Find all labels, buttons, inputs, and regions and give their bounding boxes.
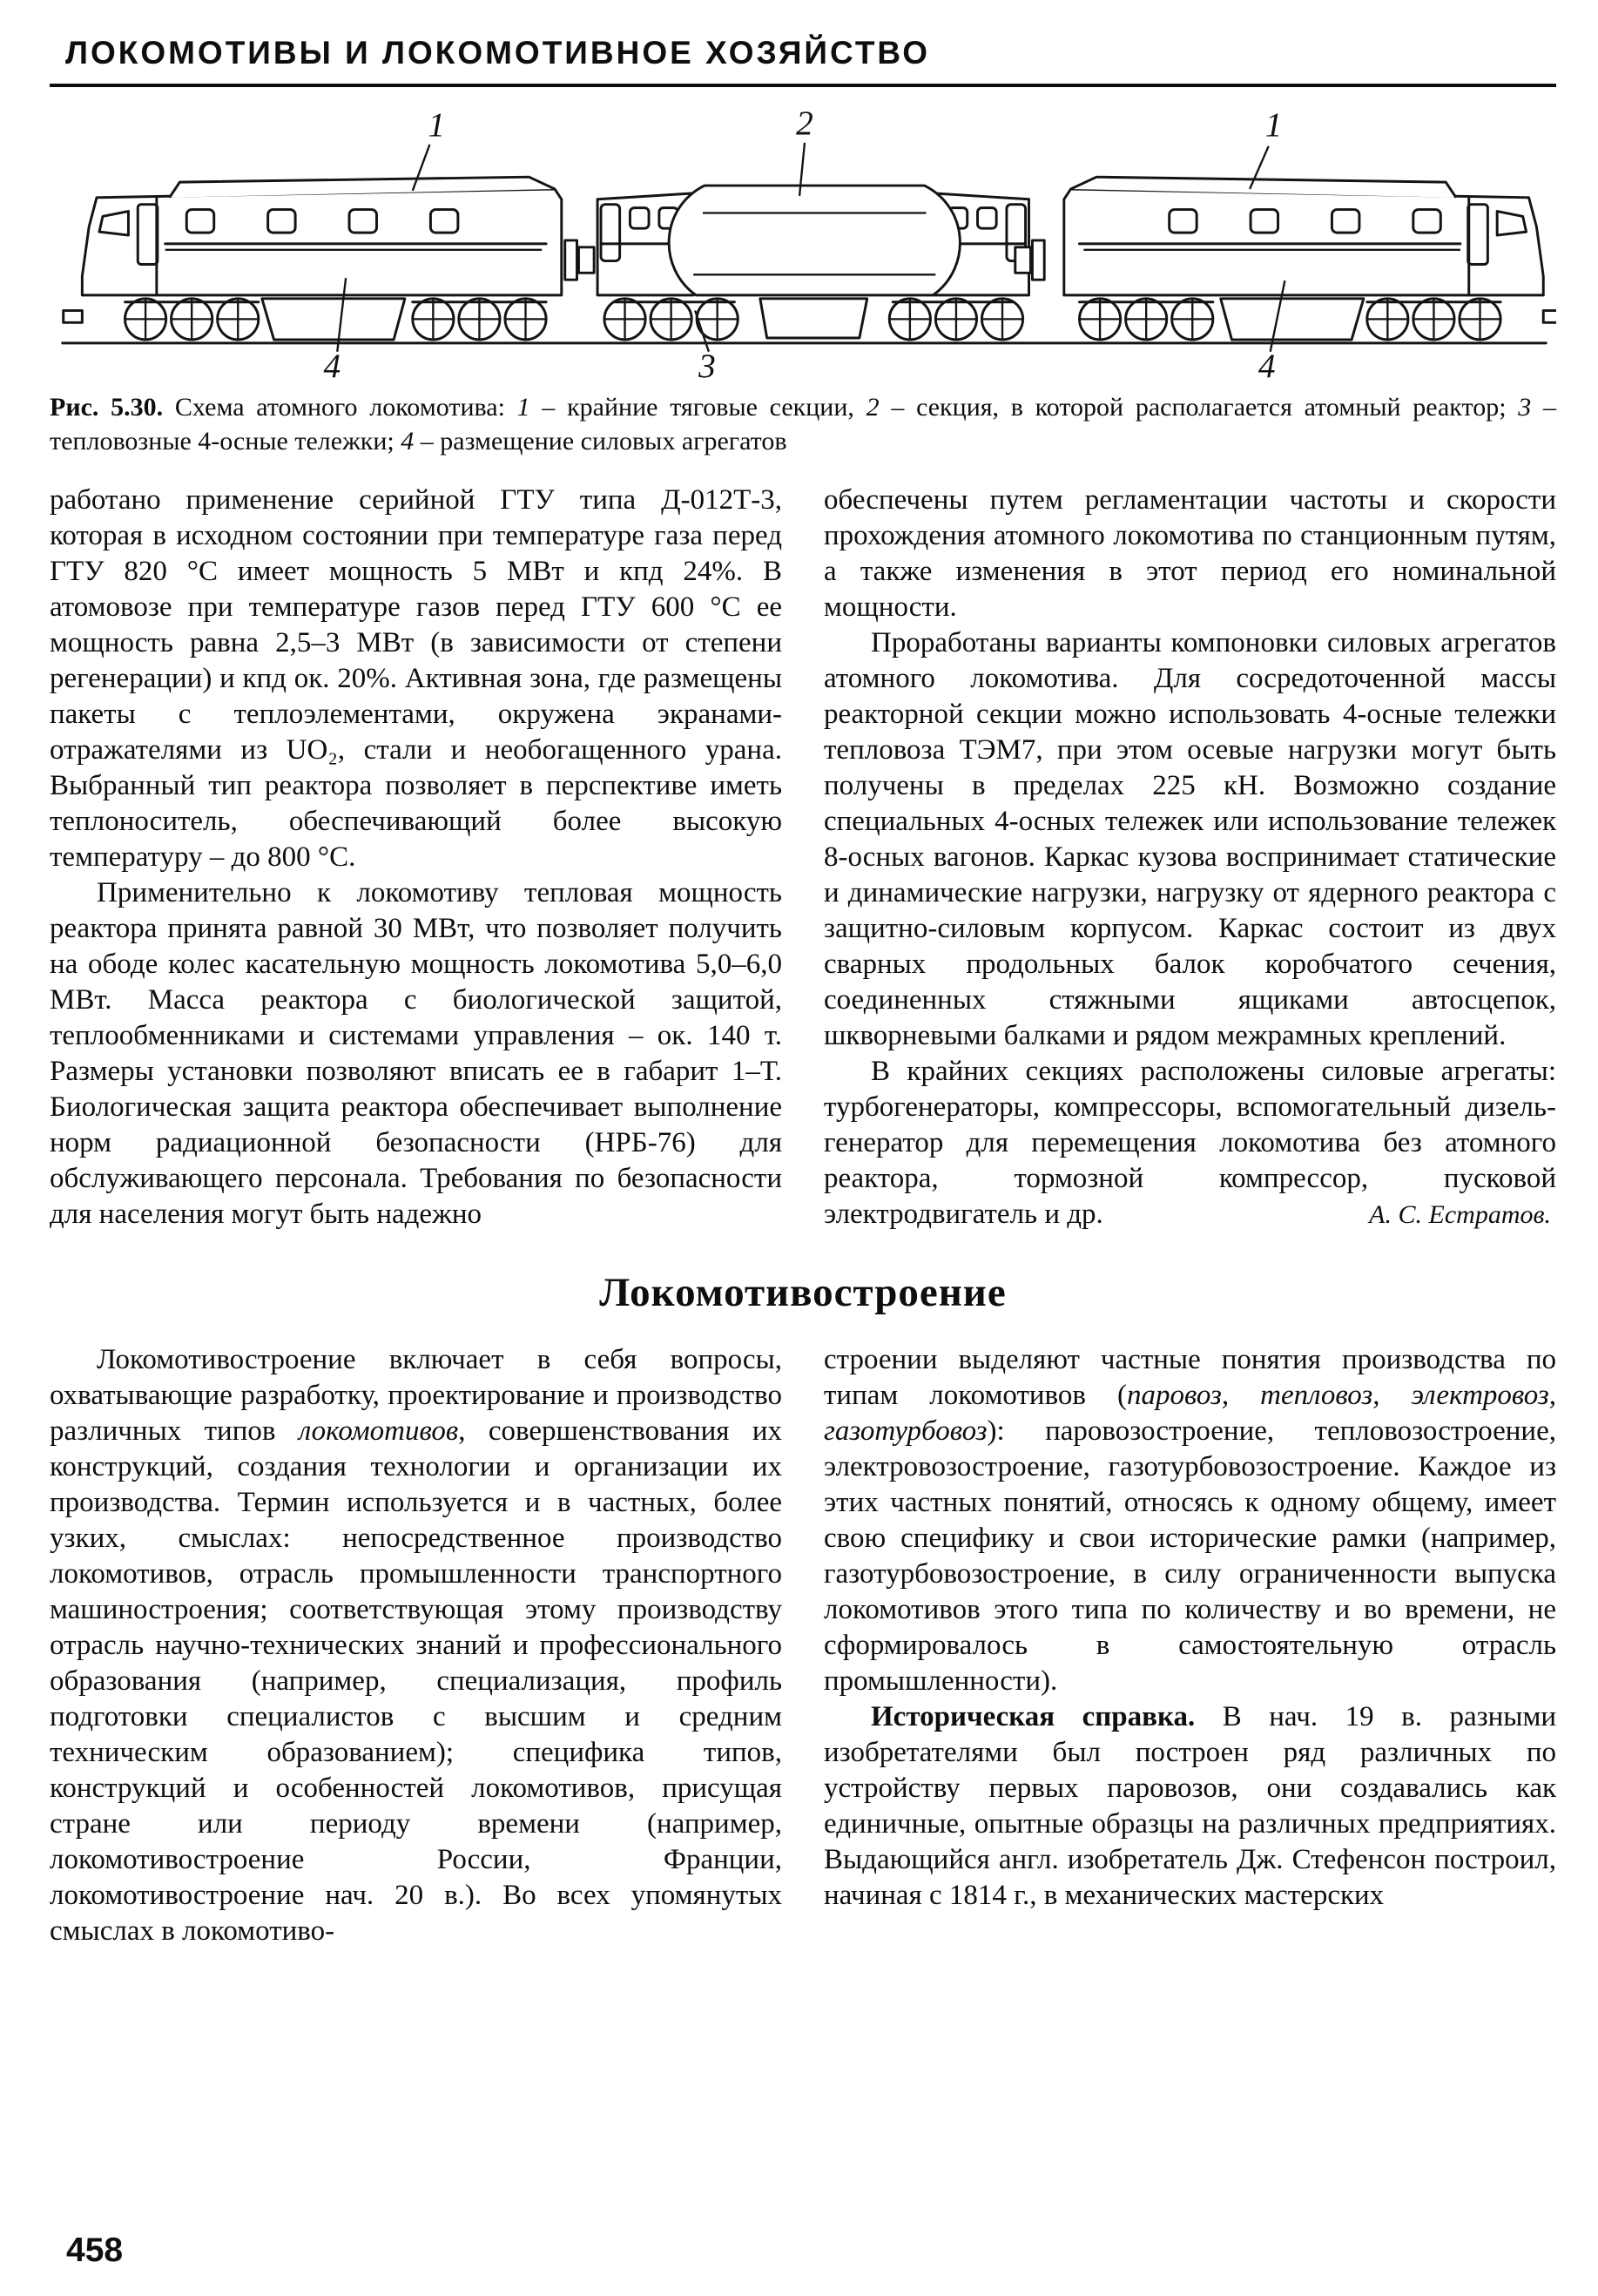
paragraph-text: строении выделяют частные понятия производства по типам локомотивов ( <box>824 1344 1556 1411</box>
figure-reactor-tank <box>669 186 960 295</box>
figure-caption-ref-4: 4 <box>401 427 415 456</box>
article-atomic-locomotive-columns <box>50 483 1556 1232</box>
figure-left-traction-section <box>64 177 562 340</box>
paragraph-continuation: обеспечены путем регламентации частоты и скорости прохождения атомного локомотива по станционным путям, а также изменения в этот период его номинальной мощности. <box>824 484 1556 623</box>
author-signature: А. С. Естратов. <box>1369 1200 1551 1229</box>
figure-atomic-locomotive <box>50 94 1556 382</box>
header-rule <box>50 84 1556 87</box>
running-head: ЛОКОМОТИВЫ И ЛОКОМОТИВНОЕ ХОЗЯЙСТВО <box>65 35 930 71</box>
figure-label-3: 3 <box>698 347 716 382</box>
figure-label-1-right: 1 <box>1264 105 1283 145</box>
figure-atomic-locomotive-diagram <box>50 94 1556 382</box>
paragraph <box>50 1342 782 1949</box>
article-lokomotivostroenie-right-column <box>824 1342 1556 1949</box>
figure-caption-ref-3: 3 <box>1518 393 1532 422</box>
paragraph-text: , совершенствования их конструкций, создания технологии и организации их производства. Термин используется и в частных, более узких, смыслах: непосредственное производство локомотивов, отрасль промышленности транспортного машиностроения; соответствующая этому производству отрасль научно-технических знаний и профессионального образования (например, специализация, профиль подготовки специалистов с высшим и средним техническим образованием); специфика типов, конструкций и особенностей локомотивов, присущая стране или периоду времени (например, локомотивостроение России, Франции, локомотивостроение нач. 20 в.). Во всех упомянутых смыслах в локомотиво- <box>50 1415 783 1947</box>
paragraph <box>824 1054 1556 1232</box>
figure-caption <box>50 390 1556 458</box>
figure-right-traction-section <box>1064 177 1556 340</box>
figure-coupling-left <box>565 240 594 280</box>
term-italic: локомотивов <box>298 1415 459 1447</box>
paragraph-continuation: работано применение серийной ГТУ типа Д-012Т-3, которая в исходном состоянии при температуре газа перед ГТУ 820 °С имеет мощность 5 МВт и кпд 24%. В атомовозе при температуре газов перед ГТУ 600 °С ее мощность равна 2,5–3 МВт (в зависимости от степени регенерации) и кпд ок. 20%. Активная зона, где размещены пакеты с теплоэлементами, окружена экранами-отражателями из UO₂, стали и необогащенного урана. Выбранный тип реактора позволяет в перспективе иметь теплоноситель, обеспечивающий более высокую температуру – до 800 °С. <box>50 484 782 873</box>
paragraph-text: В нач. 19 в. разными изобретателями был построен ряд различных по устройству первых паровозов, они создавались как единичные, опытные образцы на различных предприятиях. Выдающийся англ. изобретатель Дж. Стефенсон построил, начиная с 1814 г., в механических мастерских <box>824 1701 1557 1911</box>
section-title-lokomotivostroenie: Локомотивостроение <box>599 1270 1007 1315</box>
paragraph-continuation <box>824 1342 1556 1699</box>
paragraph: Применительно к локомотиву тепловая мощность реактора принята равной 30 МВт, что позволяет получить на ободе колес касательную мощность локомотива 5,0–6,0 МВт. Масса реактора с биологической защитой, теплообменниками и системами управления – ок. 140 т. Размеры установки позволяют вписать ее в габарит 1–Т. Биологическая защита реактора обеспечивает выполнение норм радиационной безопасности (НРБ-76) для обслуживающего персонала. Требования по безопасности для населения могут быть надежно <box>50 877 782 1230</box>
figure-caption-text: – тепловозные 4-осные тележки; <box>50 393 1556 456</box>
figure-label-4-right: 4 <box>1257 347 1276 382</box>
paragraph: Проработаны варианты компоновки силовых агрегатов атомного локомотива. Для сосредоточенной массы реакторной секции можно использовать 4-осные тележки тепловоза ТЭМ7, при этом осевые нагрузки могут быть получены в пределах 225 кН. Возможно создание специальных 4-осных тележек или использование тележек 8-осных вагонов. Каркас кузова воспринимает статические и динамические нагрузки, нагрузку от ядерного реактора с защитно-силовым корпусом. Каркас состоит из двух сварных продольных балок коробчатого сечения, соединенных стяжными ящиками автосцепок, шкворневыми балками и рядом межрамных креплений. <box>824 627 1556 1051</box>
figure-caption-number: Рис. 5.30. <box>50 393 164 422</box>
paragraph-text: ): паровозостроение, тепловозостроение, электровозостроение, газотурбовозостроение. Каждое из этих частных понятий, относясь к одному общему, имеет свою специфику и свои исторические рамки (например, газотурбовозостроение, в силу ограниченности выпуска локомотивов этого типа по количеству и во времени, не сформировалось в самостоятельную отрасль промышленности). <box>824 1415 1556 1697</box>
article-atomic-left-column <box>50 483 782 1232</box>
paragraph-text: Локомотивостроение включает в себя вопросы, охватывающие разработку, проектирование и производство различных типов <box>50 1344 782 1447</box>
article-atomic-right-column <box>824 483 1556 1232</box>
figure-caption-text: Схема атомного локомотива: <box>163 393 517 422</box>
figure-label-4-left: 4 <box>323 347 341 382</box>
page-number: 458 <box>66 2232 124 2269</box>
article-lokomotivostroenie-left-column <box>50 1342 782 1949</box>
figure-caption-text: – крайние тяговые секции, <box>529 393 866 422</box>
run-in-heading: Историческая справка. <box>871 1701 1196 1732</box>
figure-caption-ref-2: 2 <box>866 393 880 422</box>
figure-reactor-section <box>597 186 1028 340</box>
article-lokomotivostroenie-columns <box>50 1342 1556 1949</box>
figure-caption-text: – секция, в которой располагается атомный реактор; <box>879 393 1519 422</box>
paragraph <box>824 1699 1556 1914</box>
terms-italic: паровоз, тепловоз, электровоз, газотурбовоз <box>824 1380 1556 1447</box>
figure-coupling-right <box>1015 240 1044 280</box>
figure-caption-ref-1: 1 <box>516 393 530 422</box>
paragraph-text: В крайних секциях расположены силовые агрегаты: турбогенераторы, компрессоры, вспомогательный дизель-генератор для перемещения локомотива без атомного реактора, тормозной компрессор, пусковой электродвигатель и др. <box>824 1056 1556 1230</box>
figure-label-1-left: 1 <box>428 105 446 145</box>
figure-label-2: 2 <box>796 104 813 143</box>
figure-caption-text: – размещение силовых агрегатов <box>414 427 787 456</box>
